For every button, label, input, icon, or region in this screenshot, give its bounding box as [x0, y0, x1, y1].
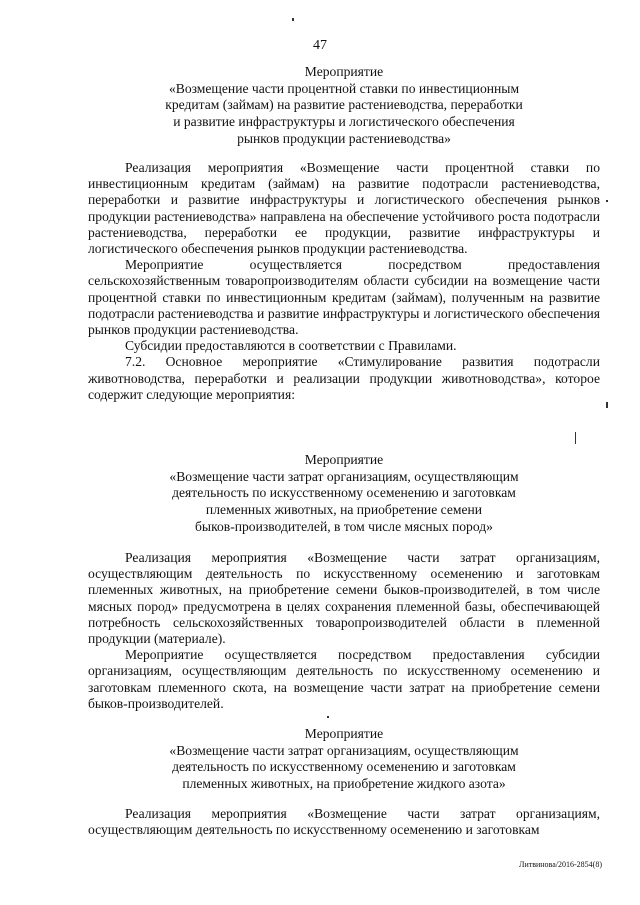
scan-speck: [606, 200, 608, 202]
section-3-body: [88, 806, 600, 838]
heading-line: Мероприятие: [304, 64, 384, 79]
section-2-body: [88, 550, 600, 712]
heading-line: кредитам (займам) на развитие растениеводства, переработки: [165, 97, 523, 113]
paragraph: Мероприятие осуществляется посредством предоставления субсидии организациям, осуществляющим деятельность по искусственному осеменению и заготовкам племенного скота, на возмещение части затрат на приобретение семени быков-производителей.: [88, 647, 600, 711]
scan-mark: [575, 432, 576, 444]
paragraph: Мероприятие осуществляется посредством предоставления сельскохозяйственным товаропроизводителям области субсидии на возмещение части процентной ставки по инвестиционным кредитам (займам), полученным на развитие подотрасли растениеводства и развитие инфраструктуры и логистического обеспечения рынков продукции растениеводства.: [88, 257, 600, 338]
paragraph: Субсидии предоставляются в соответствии с Правилами.: [125, 338, 457, 354]
scan-speck: [606, 402, 608, 408]
heading-line: рынков продукции растениеводства»: [237, 130, 451, 146]
heading-line: «Возмещение части затрат организациям, осуществляющим: [169, 742, 519, 758]
heading-line: племенных животных, на приобретение жидкого азота»: [182, 776, 506, 792]
paragraph: 7.2. Основное мероприятие «Стимулирование развития подотрасли животноводства, переработки и реализации продукции животноводства», которое содержит следующие мероприятия:: [88, 354, 600, 402]
heading-line: «Возмещение части процентной ставки по инвестиционным: [168, 80, 520, 96]
section-1-heading: [88, 64, 600, 148]
document-footer: Литвинова/2016-2854(8): [519, 860, 602, 869]
heading-line: «Возмещение части затрат организациям, осуществляющим: [169, 468, 519, 484]
scan-speck: [327, 716, 329, 718]
paragraph: Реализация мероприятия «Возмещение части затрат организациям, осуществляющим деятельность по искусственному осеменению и заготовкам: [88, 806, 600, 838]
heading-line: Мероприятие: [304, 726, 384, 741]
scan-speck: [292, 18, 294, 21]
heading-line: деятельность по искусственному осеменению и заготовкам: [172, 759, 516, 775]
heading-line: деятельность по искусственному осеменению и заготовкам: [172, 485, 516, 501]
paragraph: Реализация мероприятия «Возмещение части процентной ставки по инвестиционным кредитам (займам) на развитие подотрасли растениеводства, переработки и развитие инфраструктуры и логистического обеспечения рынков продукции растениеводства» направлена на обеспечение устойчивого роста подотрасли растениеводства, переработки ее продукции, развитие инфраструктуры и логистического обеспечения рынков продукции растениеводства.: [88, 160, 600, 257]
section-2-heading: [88, 452, 600, 536]
heading-line: и развитие инфраструктуры и логистического обеспечения: [173, 114, 515, 130]
heading-line: Мероприятие: [304, 452, 384, 467]
page-number: 47: [313, 38, 327, 53]
paragraph: Реализация мероприятия «Возмещение части затрат организациям, осуществляющим деятельность по искусственному осеменению и заготовкам племенных животных, на приобретение семени быков-производителей, в том числе мясных пород» предусмотрена в целях сохранения племенной базы, обеспечивающей потребность сельскохозяйственных товаропроизводителей области в племенной продукции (материале).: [88, 550, 600, 647]
section-1-body: [88, 160, 600, 403]
section-3-heading: [88, 726, 600, 793]
heading-line: племенных животных, на приобретение семени: [205, 502, 483, 518]
heading-line: быков-производителей, в том числе мясных пород»: [195, 518, 493, 534]
